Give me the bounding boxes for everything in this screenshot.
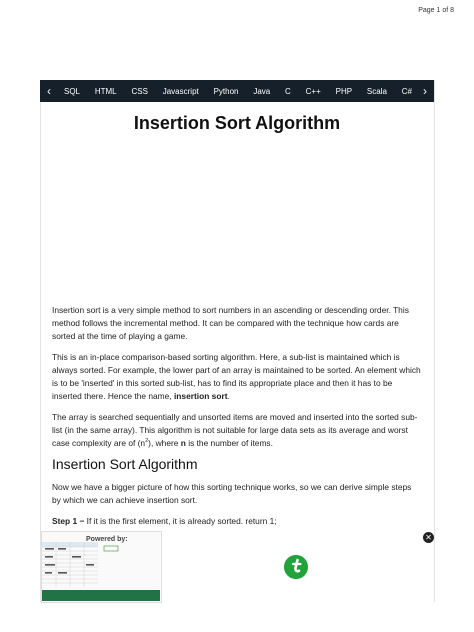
- article-content: [52, 304, 422, 536]
- nav-item-css[interactable]: CSS: [131, 86, 148, 96]
- close-icon[interactable]: ✕: [423, 532, 434, 543]
- complexity-paragraph: [52, 411, 422, 450]
- ad-banner[interactable]: [41, 531, 162, 603]
- complexity-end: is the number of items.: [185, 438, 273, 448]
- step-1: [52, 515, 422, 528]
- nav-item-java[interactable]: Java: [253, 86, 271, 96]
- inplace-paragraph: [52, 351, 422, 403]
- nav-item-cpp[interactable]: C++: [305, 86, 321, 96]
- step-1-label: Step 1 −: [52, 516, 85, 526]
- nav-item-scala[interactable]: Scala: [366, 86, 387, 96]
- chevron-right-icon[interactable]: ›: [423, 84, 427, 98]
- chevron-left-icon[interactable]: ‹: [47, 84, 51, 98]
- n-term: n: [180, 438, 186, 448]
- powered-by-label: Powered by:: [86, 536, 128, 543]
- intro-paragraph: Insertion sort is a very simple method to sort numbers in an ascending or descending order. This method follows the incremental method. It can be compared with the technique how cards are sorted at the time of playing a game.: [52, 305, 409, 341]
- nav-item-python[interactable]: Python: [213, 86, 239, 96]
- inplace-text: This is an in-place comparison-based sorting algorithm. Here, a sub-list is maintained which is always sorted. For example, the lower part of an array is maintained to be sorted. An element which is to be 'inserted' in this sorted sub-list, has to find its appropriate place and then it has to be inserted there. Hence the name,: [52, 352, 421, 401]
- nav-items: [58, 87, 416, 96]
- nav-item-sql[interactable]: SQL: [64, 86, 81, 96]
- page-title: Insertion Sort Algorithm: [133, 113, 341, 133]
- page-indicator: Page 1 of 8: [418, 7, 454, 14]
- nav-item-c[interactable]: C: [285, 86, 291, 96]
- section-heading: Insertion Sort Algorithm: [52, 456, 198, 472]
- nav-item-html[interactable]: HTML: [94, 86, 117, 96]
- brand-logo-icon[interactable]: [284, 555, 308, 579]
- top-navbar: [40, 80, 434, 102]
- nav-item-php[interactable]: PHP: [335, 86, 353, 96]
- exponent: 2: [145, 438, 149, 445]
- complexity-text: The array is searched sequentially and unsorted items are moved and inserted into the sorted sub-list (in the same array). This algorithm is not suitable for large data sets as its average and worst case complexity are of (n: [52, 412, 418, 448]
- inplace-end: .: [227, 391, 230, 401]
- complexity-mid: ), where: [148, 438, 181, 448]
- nav-item-csharp[interactable]: C#: [401, 86, 412, 96]
- step-1-text: If it is the first element, it is already sorted. return 1;: [84, 516, 277, 526]
- insertion-sort-term: insertion sort: [173, 391, 228, 401]
- steps-intro-paragraph: Now we have a bigger picture of how this sorting technique works, so we can derive simple steps by which we can achieve insertion sort.: [52, 482, 412, 505]
- nav-item-javascript[interactable]: Javascript: [162, 86, 199, 96]
